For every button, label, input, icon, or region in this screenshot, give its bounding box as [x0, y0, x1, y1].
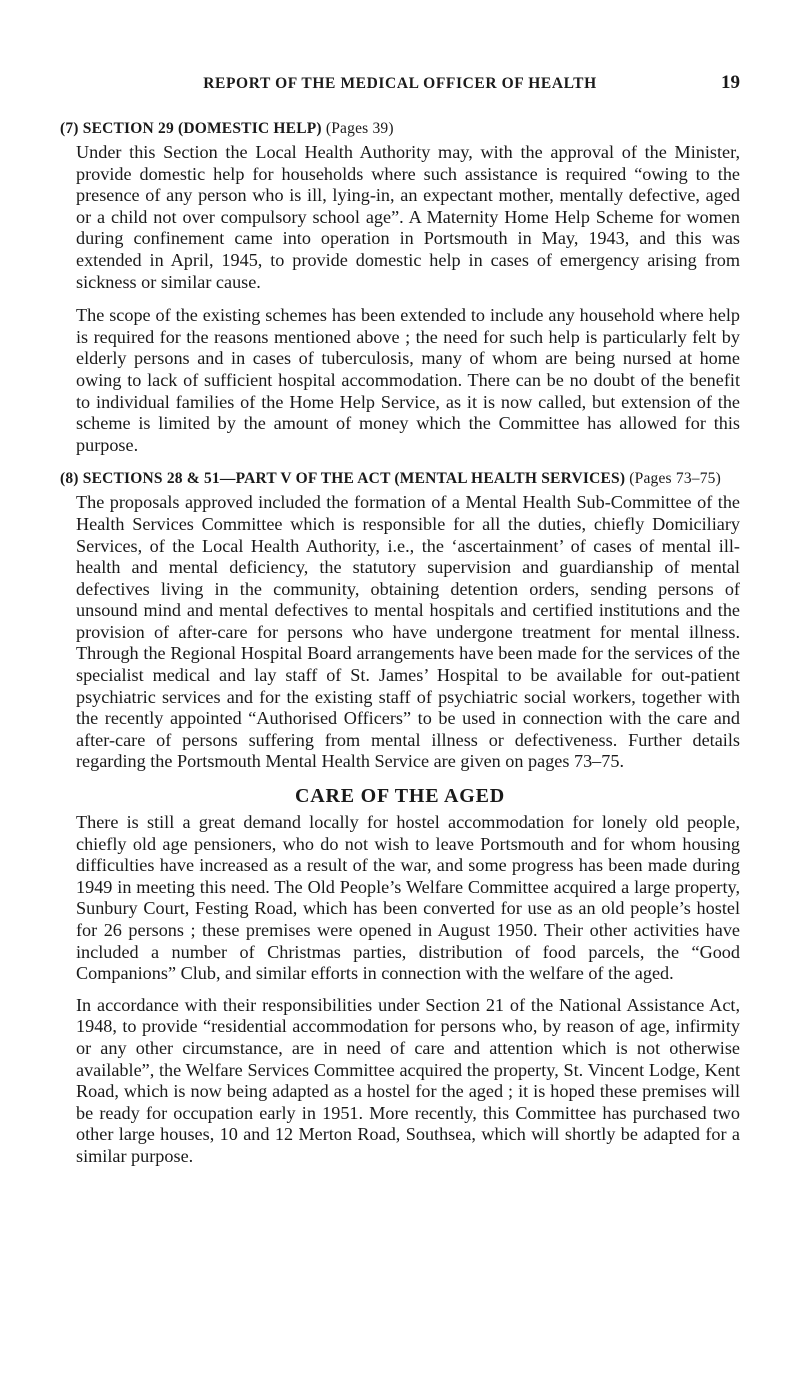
section-pages-ref: (Pages 39): [325, 120, 394, 137]
section-heading: [60, 118, 740, 140]
care-of-aged-heading: CARE OF THE AGED: [294, 785, 506, 808]
paragraph: Under this Section the Local Health Authority may, with the approval of the Minister, provide domestic help for households where such assistance is required “owing to the presence of any person who is ill, lying-in, an expectant mother, mentally defective, aged or a child not over compulsory school age”. A Maternity Home Help Scheme for women during confinement came into operation in Portsmouth in May, 1943, and this was extended in April, 1945, to provide domestic help in cases of emergency arising from sickness or similar cause.: [76, 142, 740, 292]
paragraph: There is still a great demand locally for hostel accommodation for lonely old people, chiefly old age pensioners, who do not wish to leave Portsmouth and for whom housing difficulties have increased as a result of the war, and some progress has been made during 1949 in meeting this need. The Old People’s Welfare Committee acquired a large property, Sunbury Court, Festing Road, which has been converted for use as an old people’s hostel for 26 persons ; these premises were opened in August 1950. Their other activities have included a number of Christmas parties, distribution of food parcels, the “Good Companions” Club, and similar efforts in connection with the welfare of the aged.: [76, 812, 740, 984]
paragraph: The proposals approved included the formation of a Mental Health Sub-Committee of the Health Services Committee which is responsible for all the duties, chiefly Domiciliary Services, of the Local Health Authority, i.e., the ‘ascertainment’ of cases of mental ill-health and mental deficiency, the statutory supervision and guardianship of mental defectives living in the community, obtaining detention orders, sending persons of unsound mind and mental defectives to mental hospitals and certified institutions and the provision of after-care for persons who have undergone treatment for mental illness. Through the Regional Hospital Board arrangements have been made for the services of the specialist medical and lay staff of St. James’ Hospital to be available for out-patient psychiatric services and for the existing staff of psychiatric social workers, together with the recently appointed “Authorised Officers” to be used in connection with the care and after-care of persons suffering from mental illness or defectiveness. Further details regarding the Portsmouth Mental Health Service are given on pages 73–75.: [76, 492, 740, 772]
paragraph: The scope of the existing schemes has been extended to include any household where help is required for the reasons mentioned above ; the need for such help is particularly felt by elderly persons and in cases of tuberculosis, many of whom are being nursed at home owing to lack of sufficient hospital accommodation. There can be no doubt of the benefit to individual families of the Home Help Service, as it is now called, but extension of the scheme is limited by the amount of money which the Committee has allowed for this purpose.: [76, 305, 740, 455]
section-heading-text: (7) SECTION 29 (DOMESTIC HELP): [60, 120, 322, 137]
section-heading-text: (8) SECTIONS 28 & 51—PART V OF THE ACT (MENTAL HEALTH SERVICES): [60, 470, 626, 488]
section-7: [60, 118, 740, 456]
section-8: [60, 468, 740, 773]
page-number: 19: [721, 72, 740, 93]
section-heading: [60, 468, 740, 490]
section-pages-ref: (Pages 73–75): [629, 470, 721, 488]
document-page: [60, 72, 740, 1180]
paragraph: In accordance with their responsibilities under Section 21 of the National Assistance Act, 1948, to provide “residential accommodation for persons who, by reason of age, infirmity or any other circumstance, are in need of care and attention which is not otherwise available”, the Welfare Services Committee acquired the property, St. Vincent Lodge, Kent Road, which is now being adapted as a hostel for the aged ; it is hoped these premises will be ready for occupation early in 1951. More recently, this Committee has purchased two other large houses, 10 and 12 Merton Road, Southsea, which will shortly be adapted for a similar purpose.: [76, 994, 740, 1166]
running-title: REPORT OF THE MEDICAL OFFICER OF HEALTH: [203, 75, 597, 92]
running-header: [60, 72, 740, 94]
care-of-aged-section: [60, 785, 740, 1168]
